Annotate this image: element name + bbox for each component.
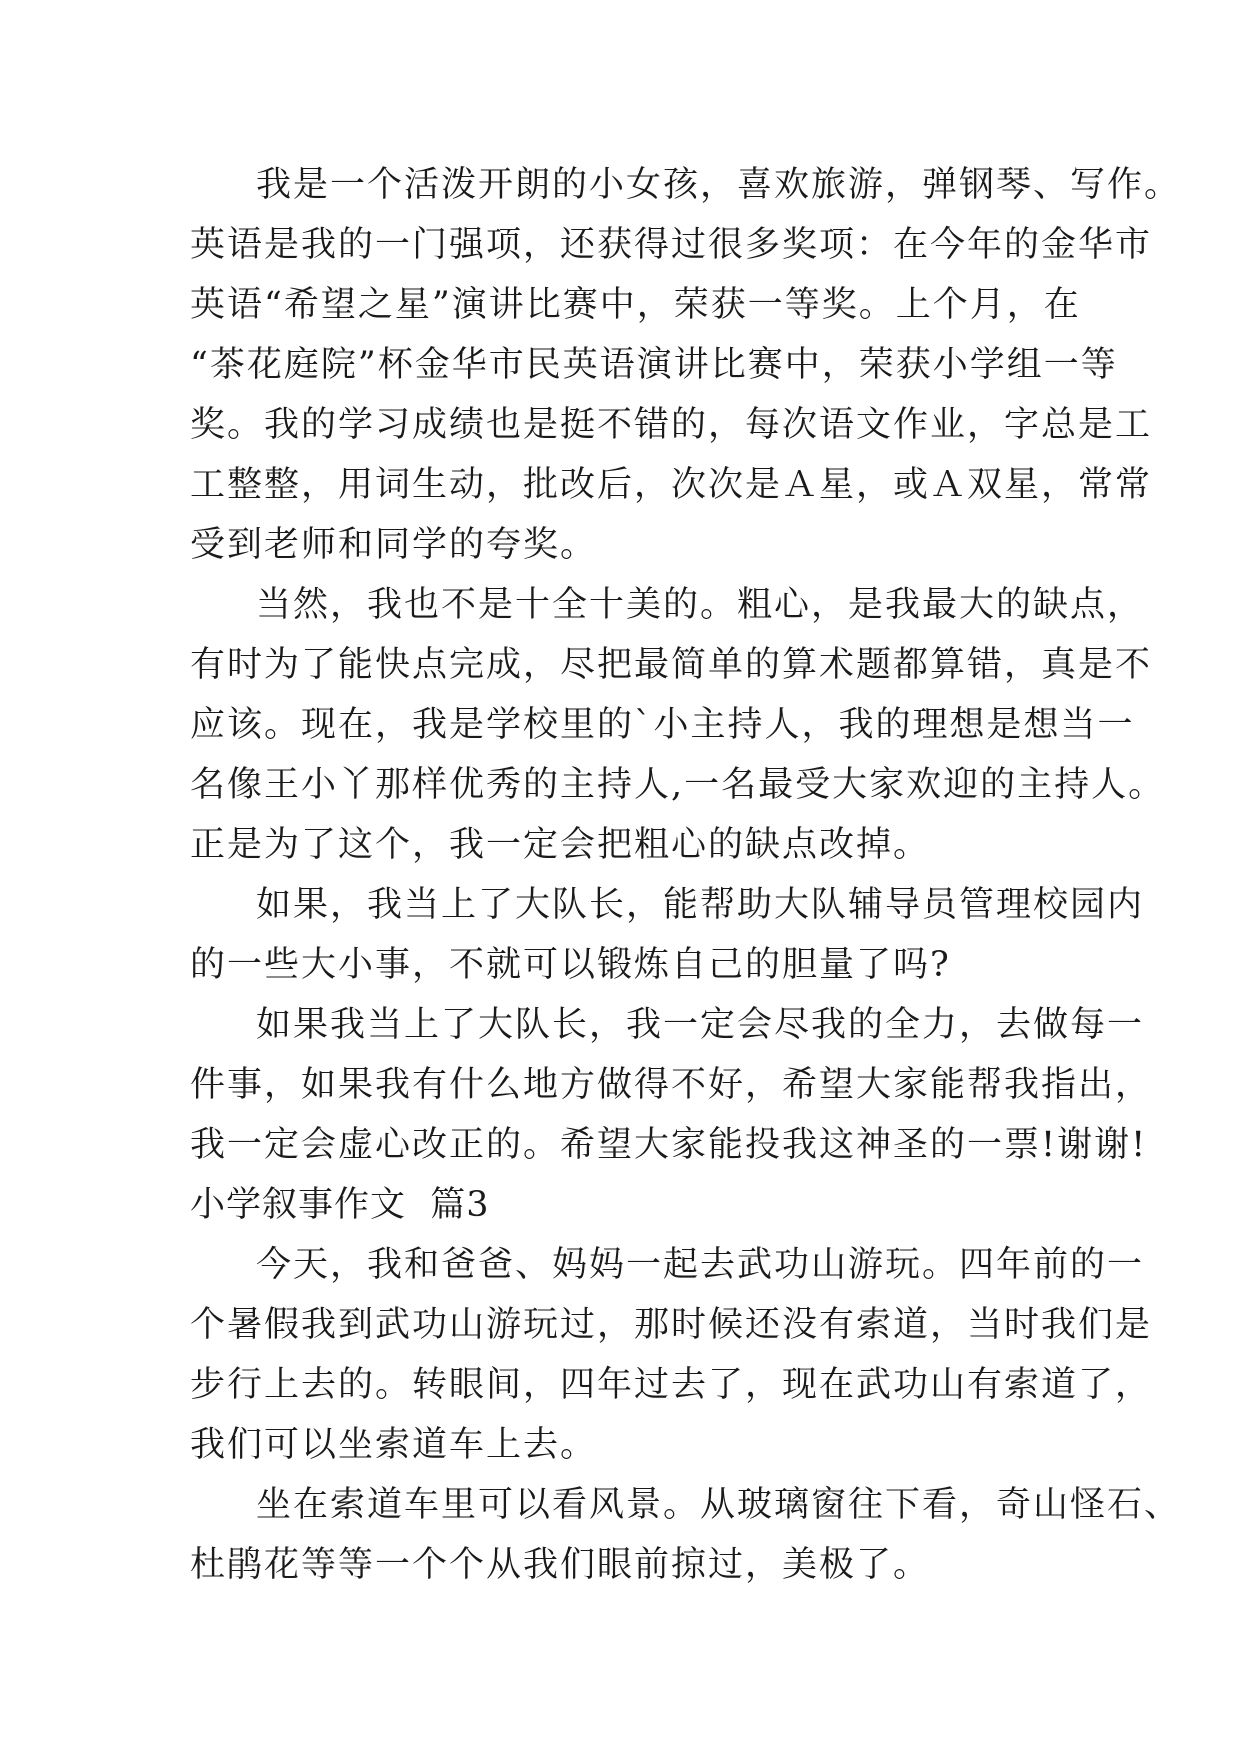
text-line: 应该。现在，我是学校里的`小主持人，我的理想是想当一 — [190, 705, 1135, 745]
text-line: “茶花庭院”杯金华市民英语演讲比赛中，荣获小学组一等 — [190, 345, 1118, 385]
paragraph-1 — [190, 155, 1182, 575]
text-line: 奖。我的学习成绩也是挺不错的，每次语文作业，字总是工 — [190, 405, 1153, 445]
text-line: 有时为了能快点完成，尽把最简单的算术题都算错，真是不 — [190, 645, 1153, 685]
text-line: 如果，我当上了大队长，能帮助大队辅导员管理校园内 — [256, 885, 1145, 925]
text-line: 受到老师和同学的夸奖。 — [190, 525, 598, 565]
document-body — [190, 155, 1182, 1595]
text-line: 坐在索道车里可以看风景。从玻璃窗往下看，奇山怪石、 — [256, 1485, 1182, 1525]
text-line: 英语是我的一门强项，还获得过很多奖项：在今年的金华市 — [190, 225, 1153, 265]
text-line: 英语“希望之星”演讲比赛中，荣获一等奖。上个月，在 — [190, 285, 1081, 325]
paragraph-2 — [190, 575, 1166, 875]
text-line: 个暑假我到武功山游玩过，那时候还没有索道，当时我们是 — [190, 1305, 1153, 1345]
paragraph-4 — [190, 995, 1153, 1175]
paragraph-6 — [190, 1475, 1182, 1595]
text-line: 名像王小丫那样优秀的主持人,一名最受大家欢迎的主持人。 — [190, 765, 1166, 805]
text-line: 正是为了这个，我一定会把粗心的缺点改掉。 — [190, 825, 931, 865]
text-line: 我一定会虚心改正的。希望大家能投我这神圣的一票!谢谢! — [190, 1125, 1148, 1165]
paragraph-5 — [190, 1235, 1153, 1475]
text-line: 杜鹃花等等一个个从我们眼前掠过，美极了。 — [190, 1545, 931, 1585]
text-line: 的一些大小事，不就可以锻炼自己的胆量了吗? — [190, 945, 951, 985]
text-line: 步行上去的。转眼间，四年过去了，现在武功山有索道了， — [190, 1365, 1153, 1405]
text-line: 今天，我和爸爸、妈妈一起去武功山游玩。四年前的一 — [256, 1245, 1145, 1285]
text-line: 如果我当上了大队长，我一定会尽我的全力，去做每一 — [256, 1005, 1145, 1045]
text-line: 工整整，用词生动，批改后，次次是Ａ星，或Ａ双星，常常 — [190, 465, 1153, 505]
text-line: 当然，我也不是十全十美的。粗心，是我最大的缺点， — [256, 585, 1145, 625]
paragraph-3 — [190, 875, 1145, 995]
text-line: 我是一个活泼开朗的小女孩，喜欢旅游，弹钢琴、写作。 — [256, 165, 1182, 205]
section-title: 小学叙事作文 篇3 — [190, 1185, 490, 1225]
section-heading — [190, 1175, 1060, 1235]
text-line: 我们可以坐索道车上去。 — [190, 1425, 598, 1465]
text-line: 件事，如果我有什么地方做得不好，希望大家能帮我指出， — [190, 1065, 1153, 1105]
